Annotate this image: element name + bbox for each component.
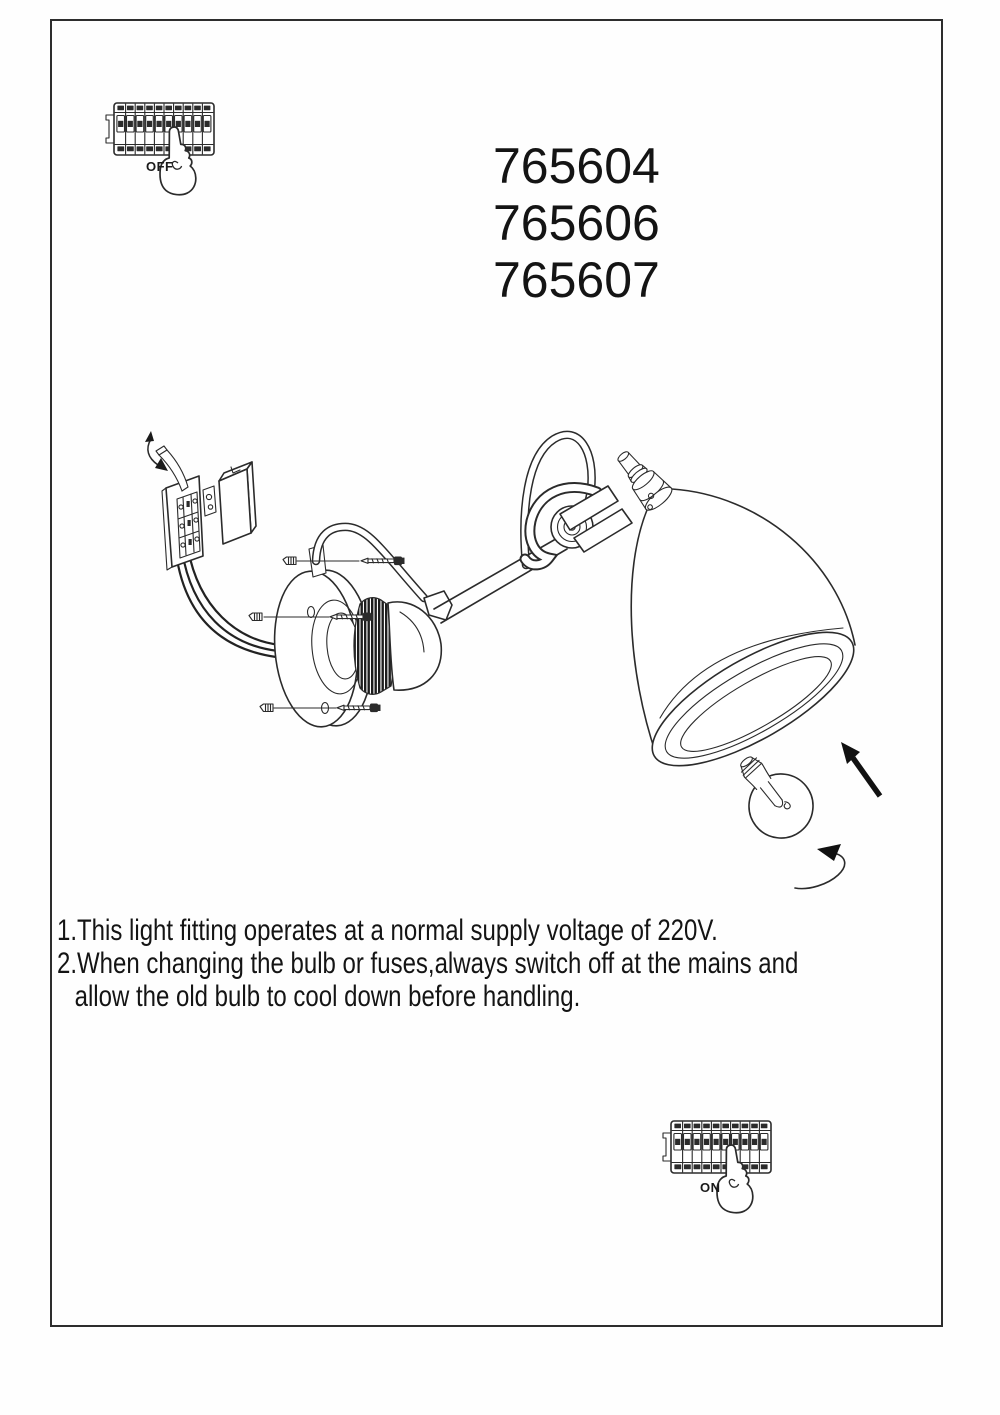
wall-plug	[249, 613, 262, 621]
model-number-list	[493, 138, 660, 309]
light-bulb	[719, 740, 825, 851]
breaker-panel-on	[663, 1121, 771, 1173]
swivel-joint	[525, 486, 632, 565]
model-number: 765607	[493, 252, 660, 308]
instruction-line: allow the old bulb to cool down before handling.	[74, 980, 581, 1013]
mounting-screw	[361, 557, 405, 566]
breaker-panel-off	[106, 103, 214, 155]
socket-dome	[388, 591, 452, 690]
model-number: 765606	[493, 195, 660, 251]
terminal-block	[145, 431, 256, 570]
lamp-shade	[631, 489, 871, 791]
instructions	[57, 914, 984, 1013]
insert-arrow	[841, 742, 880, 796]
rotate-arrow	[795, 844, 845, 889]
terminal-cover	[219, 469, 251, 544]
instruction-line: 1.This light fitting operates at a normal supply voltage of 220V.	[57, 914, 718, 947]
supply-wires	[176, 549, 280, 657]
wall-plug	[260, 704, 273, 712]
mains-on-label: ON	[700, 1180, 721, 1195]
instruction-line: 2.When changing the bulb or fuses,always switch off at the mains and	[57, 947, 799, 980]
model-number: 765604	[493, 138, 660, 194]
wall-plug	[283, 557, 296, 565]
lamp-arm	[434, 536, 567, 623]
mains-off-label: OFF	[146, 159, 174, 174]
